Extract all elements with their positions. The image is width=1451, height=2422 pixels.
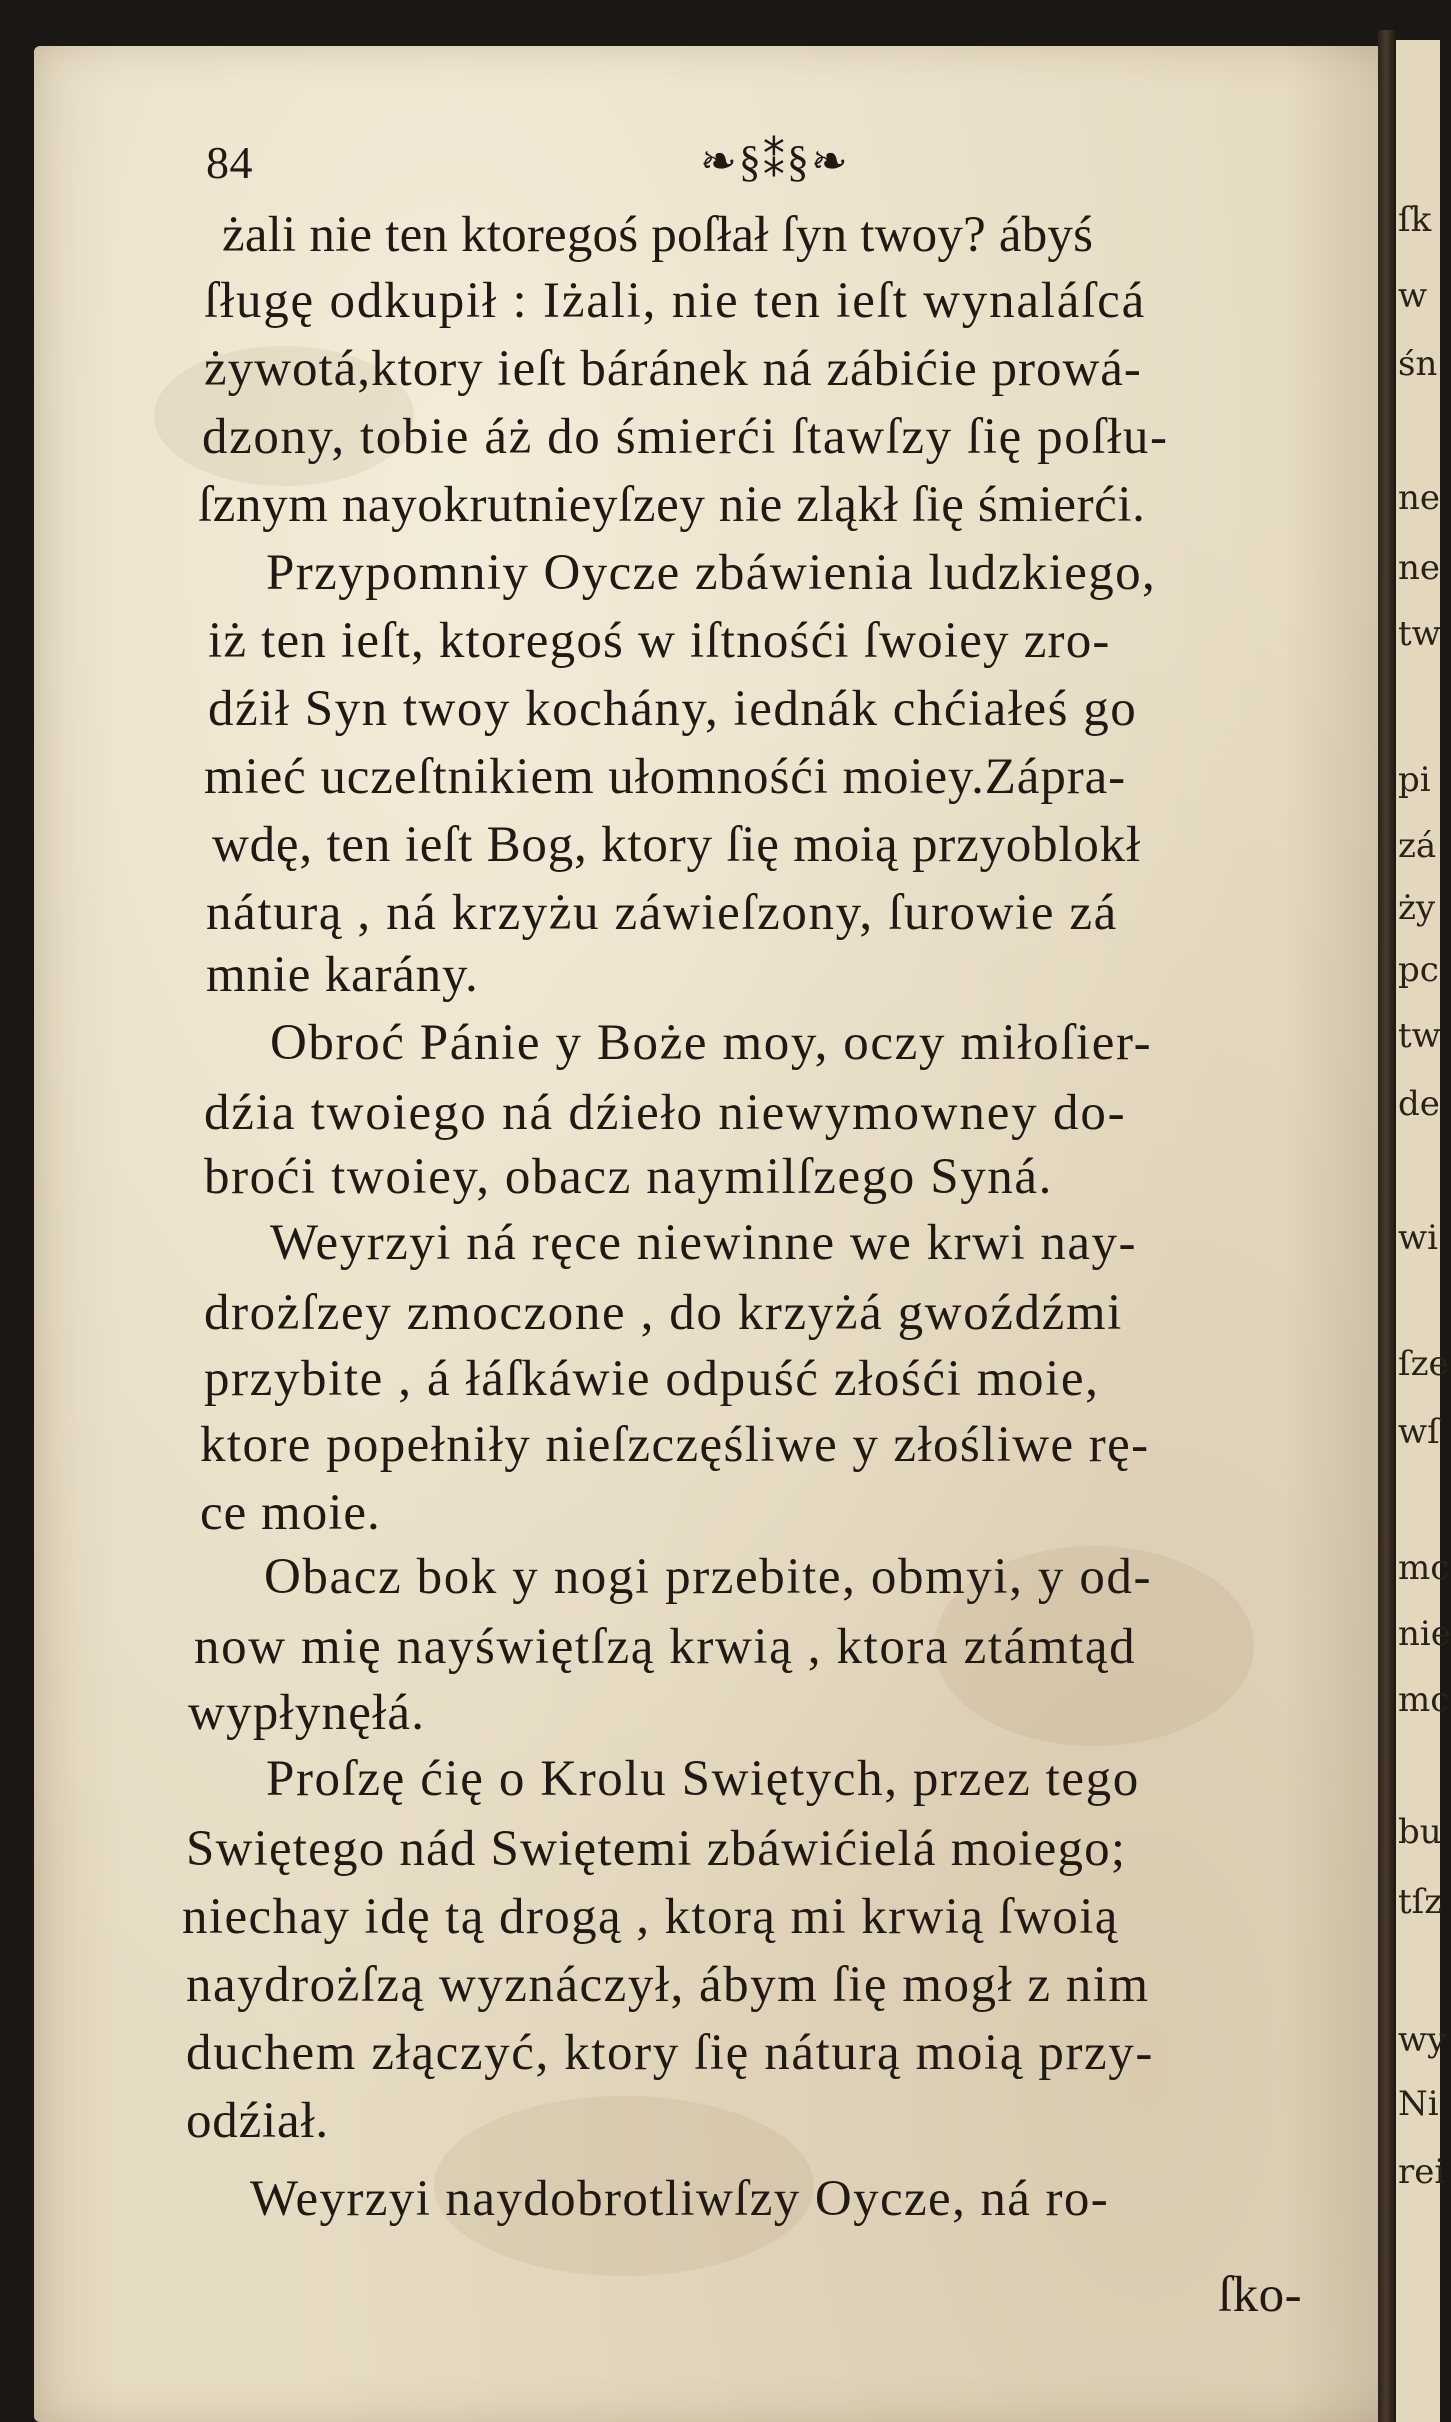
text-line: Proſzę ćię o Krolu Swiętych, przez tego bbox=[266, 1751, 1140, 1807]
facing-page-fragment: ne bbox=[1398, 548, 1441, 588]
text-line: żali nie ten ktoregoś poſłał ſyn twoy? ábyś bbox=[222, 207, 1094, 263]
text-line: niechay idę tą drogą , ktorą mi krwią ſwoią bbox=[182, 1889, 1119, 1945]
text-line: ſługę odkupił : Iżali, nie ten ieſt wynaláſcá bbox=[204, 273, 1147, 329]
text-line: Weyrzyi ná ręce niewinne we krwi nay- bbox=[270, 1215, 1138, 1271]
facing-page-fragment: rei bbox=[1398, 2152, 1446, 2192]
facing-page-fragment: ſze bbox=[1398, 1344, 1449, 1384]
facing-page-fragment: tſz bbox=[1398, 1882, 1443, 1922]
text-line: mnie karány. bbox=[206, 947, 479, 1003]
page-number: 84 bbox=[206, 137, 253, 188]
text-line: drożſzey zmoczone , do krzyżá gwoźdźmi bbox=[204, 1285, 1123, 1341]
text-line: mieć uczeſtnikiem ułomnośći moiey.Zápra- bbox=[204, 749, 1127, 805]
facing-page-fragment: tw bbox=[1398, 614, 1441, 654]
facing-page-fragment: w bbox=[1398, 276, 1428, 316]
facing-page-fragment: ne bbox=[1398, 478, 1441, 518]
text-line: now mię nayświętſzą krwią , ktora ztámtąd bbox=[194, 1619, 1137, 1675]
text-line: ſznym nayokrutnieyſzey nie zląkł ſię śmierći. bbox=[198, 477, 1146, 533]
facing-page-fragment: wi bbox=[1398, 1218, 1438, 1258]
facing-page-fragment: bu bbox=[1398, 1812, 1442, 1852]
catchword: ſko- bbox=[1218, 2267, 1303, 2323]
facing-page-fragment: ſk bbox=[1398, 200, 1432, 240]
facing-page-fragment: zá bbox=[1398, 826, 1437, 866]
facing-page-edge bbox=[1396, 40, 1451, 2422]
header-ornament: ❧§⁑§❧ bbox=[700, 137, 850, 186]
text-line: wdę, ten ieſt Bog, ktory ſię moią przyoblokł bbox=[212, 817, 1141, 873]
text-line: duchem złączyć, ktory ſię náturą moią przy- bbox=[186, 2025, 1154, 2081]
text-line: żywotá,ktory ieſt báránek ná zábićie prowá- bbox=[204, 341, 1142, 397]
text-line: naydrożſzą wyznáczył, ábym ſię mogł z nim bbox=[186, 1957, 1150, 2013]
facing-page-fragment: de bbox=[1398, 1084, 1440, 1124]
facing-page-fragment: wſ bbox=[1398, 1412, 1440, 1452]
text-line: Przypomniy Oycze zbáwienia ludzkiego, bbox=[266, 545, 1157, 601]
text-line: náturą , ná krzyżu záwieſzony, ſurowie zá bbox=[206, 885, 1118, 941]
facing-page-fragment: pc bbox=[1398, 950, 1439, 990]
text-line: dźił Syn twoy kochány, iednák chćiałeś go bbox=[208, 681, 1138, 737]
facing-page-fragment: ży bbox=[1398, 888, 1436, 928]
text-line: odźiał. bbox=[186, 2093, 329, 2149]
book-gutter bbox=[1378, 30, 1396, 2422]
text-line: Swiętego nád Swiętemi zbáwićielá moiego; bbox=[186, 1821, 1127, 1877]
facing-page-fragment: wy bbox=[1398, 2020, 1447, 2060]
text-line: broći twoiey, obacz naymilſzego Syná. bbox=[204, 1149, 1053, 1205]
text-line: wypłynęłá. bbox=[188, 1685, 426, 1741]
facing-page-fragment: pi bbox=[1398, 760, 1431, 800]
text-line: ce moie. bbox=[200, 1485, 381, 1541]
text-line: przybite , á łáſkáwie odpuść złośći moie, bbox=[204, 1351, 1100, 1407]
text-line: Obroć Pánie y Boże moy, oczy miłoſier- bbox=[270, 1015, 1153, 1071]
text-line: Obacz bok y nogi przebite, obmyi, y od- bbox=[264, 1549, 1153, 1605]
facing-page-fragment: mc bbox=[1398, 1548, 1450, 1588]
facing-page-fragment: tw bbox=[1398, 1016, 1441, 1056]
facing-page-fragment: śn bbox=[1398, 344, 1438, 384]
facing-page-fragment: nie bbox=[1398, 1614, 1451, 1654]
facing-page-fragment: Ni bbox=[1398, 2084, 1439, 2124]
text-line: Weyrzyi naydobrotliwſzy Oycze, ná ro- bbox=[250, 2171, 1110, 2227]
text-line: dźia twoiego ná dźieło niewymowney do- bbox=[204, 1085, 1127, 1141]
text-line: iż ten ieſt, ktoregoś w iſtnośći ſwoiey zro- bbox=[208, 613, 1111, 669]
text-line: ktore popełniły nieſzczęśliwe y złośliwe rę- bbox=[200, 1417, 1150, 1473]
facing-page-fragment: mc bbox=[1398, 1680, 1450, 1720]
text-line: dzony, tobie áż do śmierći ſtawſzy ſię poſłu- bbox=[202, 409, 1169, 465]
